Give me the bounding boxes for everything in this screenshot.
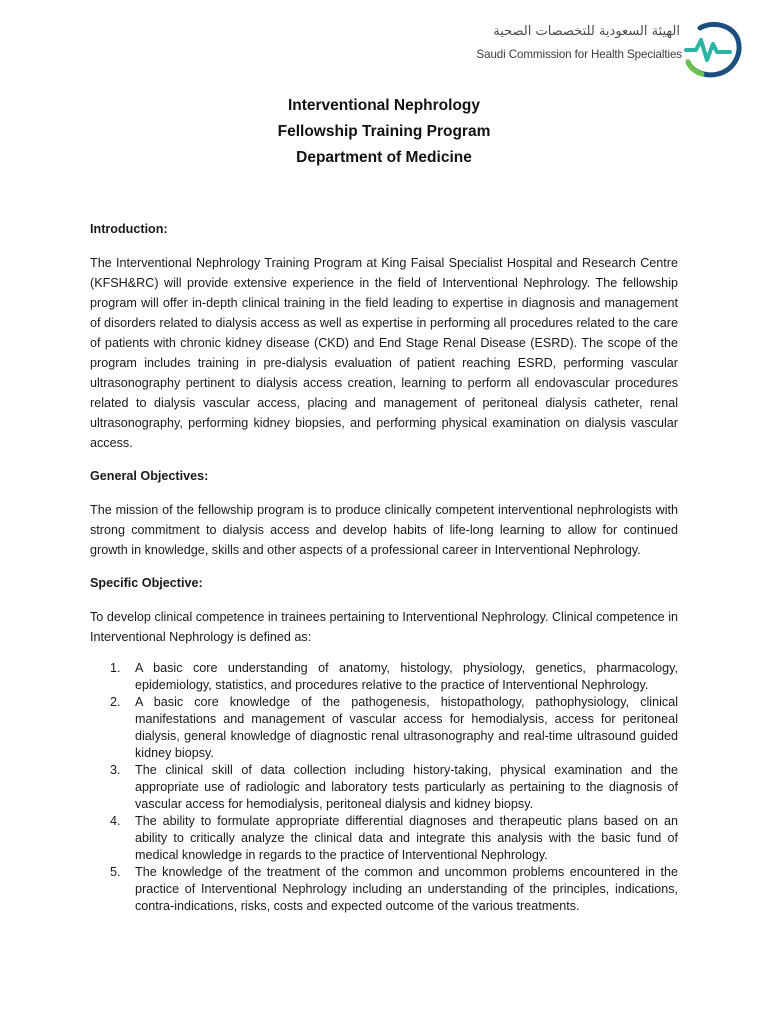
- org-name-arabic: الهيئة السعودية للتخصصات الصحية: [493, 24, 680, 39]
- list-item-text: A basic core understanding of anatomy, histology, physiology, genetics, pharmacology, epidemiology, statistics, and procedures relative to the practice of Interventional Nephrology.: [135, 661, 678, 692]
- specific-objective-paragraph: To develop clinical competence in trainees pertaining to Interventional Nephrology. Clinical competence in Interventional Nephrology is defined as:: [90, 610, 678, 644]
- list-item-number: 1.: [110, 661, 121, 675]
- list-item: [90, 864, 678, 915]
- heartbeat-logo-icon: [680, 20, 742, 80]
- list-item: [90, 762, 678, 813]
- header-logo: [476, 20, 742, 82]
- title-line-3: Department of Medicine: [296, 149, 472, 166]
- list-item: [90, 694, 678, 762]
- list-item-text: The knowledge of the treatment of the common and uncommon problems encountered in the practice of Interventional Nephrology including an understanding of the principles, indications, contra-indications, risks, costs and expected outcome of the various treatments.: [135, 865, 678, 913]
- list-item: [90, 660, 678, 694]
- org-name-english: Saudi Commission for Health Specialties: [476, 48, 682, 61]
- list-item-text: The clinical skill of data collection including history-taking, physical examination and the appropriate use of radiologic and laboratory tests particularly as pertaining to the diagnosis of vascular access for hemodialysis, peritoneal dialysis and kidney biopsy.: [135, 763, 678, 811]
- document-title: [0, 93, 768, 171]
- title-line-1: Interventional Nephrology: [287, 97, 481, 114]
- list-item: [90, 813, 678, 864]
- specific-objective-heading: Specific Objective:: [90, 576, 203, 590]
- list-item-number: 5.: [110, 865, 121, 879]
- document-body: [90, 219, 678, 915]
- list-item-text: The ability to formulate appropriate differential diagnoses and therapeutic plans based on an ability to critically analyze the clinical data and integrate this analysis with the basic fund of medical knowledge in regards to the practice of Interventional Nephrology.: [135, 814, 678, 862]
- title-line-2: Fellowship Training Program: [277, 123, 491, 140]
- competence-list: [90, 660, 678, 915]
- list-item-text: A basic core knowledge of the pathogenesis, histopathology, pathophysiology, clinical manifestations and management of vascular access for hemodialysis, access for peritoneal dialysis, general knowledge of diagnostic renal ultrasonography and real-time ultrasound guided kidney biopsy.: [135, 695, 678, 760]
- general-objectives-heading: General Objectives:: [90, 469, 209, 483]
- list-item-number: 3.: [110, 763, 121, 777]
- list-item-number: 2.: [110, 695, 121, 709]
- introduction-paragraph: The Interventional Nephrology Training Program at King Faisal Specialist Hospital and Research Centre (KFSH&RC) will provide extensive experience in the field of Interventional Nephrology. The fellowship program will offer in-depth clinical training in the field leading to expertise in diagnosis and management of disorders related to dialysis access as well as expertise in performing all procedures related to the care of patients with chronic kidney disease (CKD) and End Stage Renal Disease (ESRD). The scope of the program includes training in pre-dialysis evaluation of patient reaching ESRD, performing vascular ultrasonography pertinent to dialysis access creation, learning to perform all endovascular procedures related to dialysis vascular access, placing and management of peritoneal dialysis catheter, renal ultrasonography, performing kidney biopsies, and performing physical examination on dialysis vascular access.: [90, 256, 678, 450]
- list-item-number: 4.: [110, 814, 121, 828]
- introduction-heading: Introduction:: [90, 222, 168, 236]
- general-objectives-paragraph: The mission of the fellowship program is to produce clinically competent interventional nephrologists with strong commitment to dialysis access and develop habits of life-long learning to allow for continued growth in knowledge, skills and other aspects of a professional career in Interventional Nephrology.: [90, 503, 678, 557]
